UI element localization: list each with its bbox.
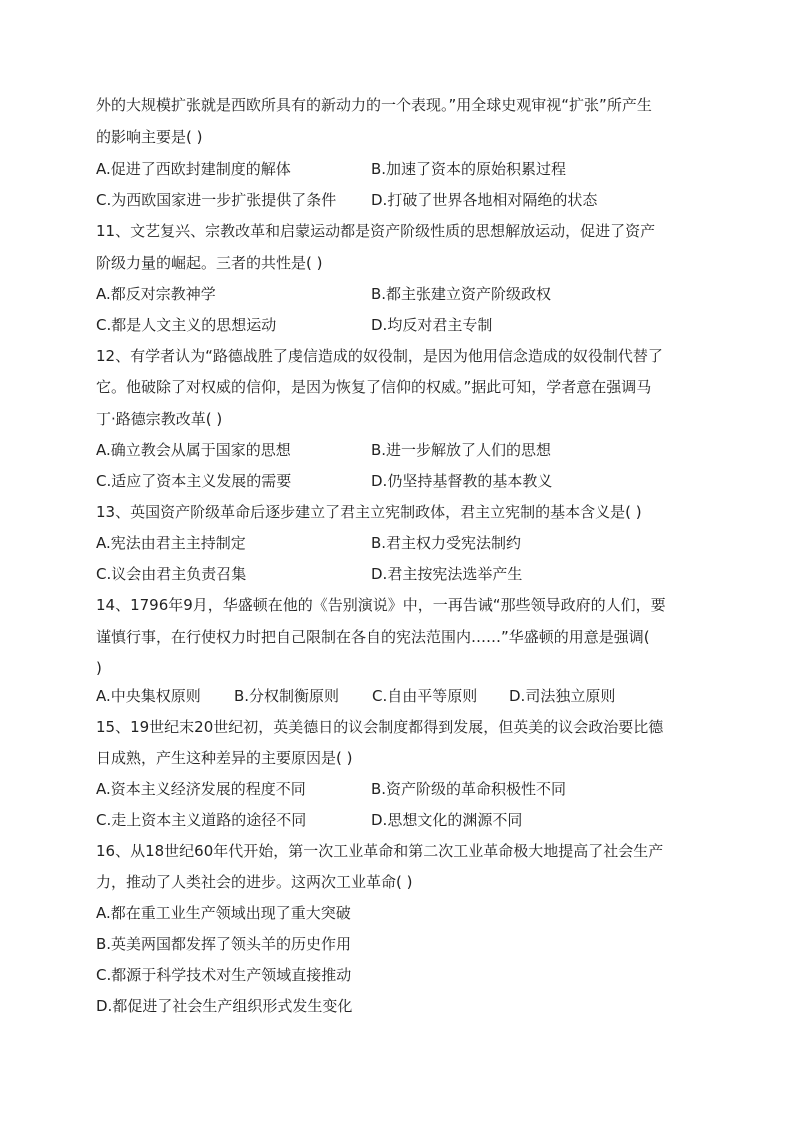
question-11-text-line-1: 11、文艺复兴、宗教改革和启蒙运动都是资产阶级性质的思想解放运动，促进了资产 — [96, 222, 656, 240]
question-13-option-d: D.君主按宪法选举产生 — [371, 565, 523, 583]
question-11-text-line-2: 阶级力量的崛起。三者的共性是( ) — [96, 254, 323, 272]
question-12-option-a: A.确立教会从属于国家的思想 — [96, 441, 291, 459]
question-11-option-b: B.都主张建立资产阶级政权 — [371, 285, 552, 303]
question-16-option-d: D.都促进了社会生产组织形式发生变化 — [96, 997, 353, 1015]
question-11-option-a: A.都反对宗教神学 — [96, 285, 216, 303]
question-12-text-line-3: 丁·路德宗教改革( ) — [96, 410, 223, 428]
question-12-option-b: B.进一步解放了人们的思想 — [371, 441, 552, 459]
question-16-text-line-2: 力，推动了人类社会的进步。这两次工业革命( ) — [96, 873, 413, 891]
question-13-text-line-1: 13、英国资产阶级革命后逐步建立了君主立宪制政体，君主立宪制的基本含义是( ) — [96, 503, 642, 521]
question-15-option-b: B.资产阶级的革命积极性不同 — [371, 780, 567, 798]
question-12-option-c: C.适应了资本主义发展的需要 — [96, 472, 292, 490]
question-14-text-line-2: 谨慎行事，在行使权力时把自己限制在各自的宪法范围内……”华盛顿的用意是强调( — [96, 628, 650, 646]
question-16-option-b: B.英美两国都发挥了领头羊的历史作用 — [96, 935, 352, 953]
question-12-text-line-1: 12、有学者认为“路德战胜了虔信造成的奴役制，是因为他用信念造成的奴役制代替了 — [96, 347, 663, 365]
question-14-option-d: D.司法独立原则 — [509, 687, 616, 705]
question-15-text-line-2: 日成熟，产生这种差异的主要原因是( ) — [96, 749, 353, 767]
question-10-option-b: B.加速了资本的原始积累过程 — [371, 160, 567, 178]
question-14-option-a: A.中央集权原则 — [96, 687, 201, 705]
question-13-option-a: A.宪法由君主主持制定 — [96, 534, 246, 552]
question-12-text-line-2: 它。他破除了对权威的信仰，是因为恢复了信仰的权威。”据此可知，学者意在强调马 — [96, 378, 652, 396]
question-15-option-d: D.思想文化的渊源不同 — [371, 811, 523, 829]
question-15-option-a: A.资本主义经济发展的程度不同 — [96, 780, 306, 798]
question-10-option-a: A.促进了西欧封建制度的解体 — [96, 160, 291, 178]
question-16-option-c: C.都源于科学技术对生产领域直接推动 — [96, 966, 352, 984]
question-10-text-line-1: 外的大规模扩张就是西欧所具有的新动力的一个表现。”用全球史观审视“扩张”所产生 — [96, 96, 652, 114]
question-14-text-line-1: 14、1796年9月，华盛顿在他的《告别演说》中，一再告诫“那些领导政府的人们，要 — [96, 596, 666, 614]
question-14-option-b: B.分权制衡原则 — [234, 687, 340, 705]
question-11-option-d: D.均反对君主专制 — [371, 316, 493, 334]
question-16-option-a: A.都在重工业生产领域出现了重大突破 — [96, 904, 351, 922]
question-15-option-c: C.走上资本主义道路的途径不同 — [96, 811, 307, 829]
question-14-option-c: C.自由平等原则 — [372, 687, 478, 705]
question-13-option-b: B.君主权力受宪法制约 — [371, 534, 522, 552]
question-16-text-line-1: 16、从18世纪60年代开始，第一次工业革命和第二次工业革命极大地提高了社会生产 — [96, 842, 664, 860]
question-10-text-line-2: 的影响主要是( ) — [96, 128, 203, 146]
question-12-option-d: D.仍坚持基督教的基本教义 — [371, 472, 553, 490]
question-13-option-c: C.议会由君主负责召集 — [96, 565, 247, 583]
question-14-text-line-3: ) — [96, 659, 102, 677]
question-10-option-d: D.打破了世界各地相对隔绝的状态 — [371, 191, 598, 209]
question-11-option-c: C.都是人文主义的思想运动 — [96, 316, 277, 334]
question-15-text-line-1: 15、19世纪末20世纪初，英美德日的议会制度都得到发展，但英美的议会政治要比德 — [96, 718, 664, 736]
question-10-option-c: C.为西欧国家进一步扩张提供了条件 — [96, 191, 337, 209]
